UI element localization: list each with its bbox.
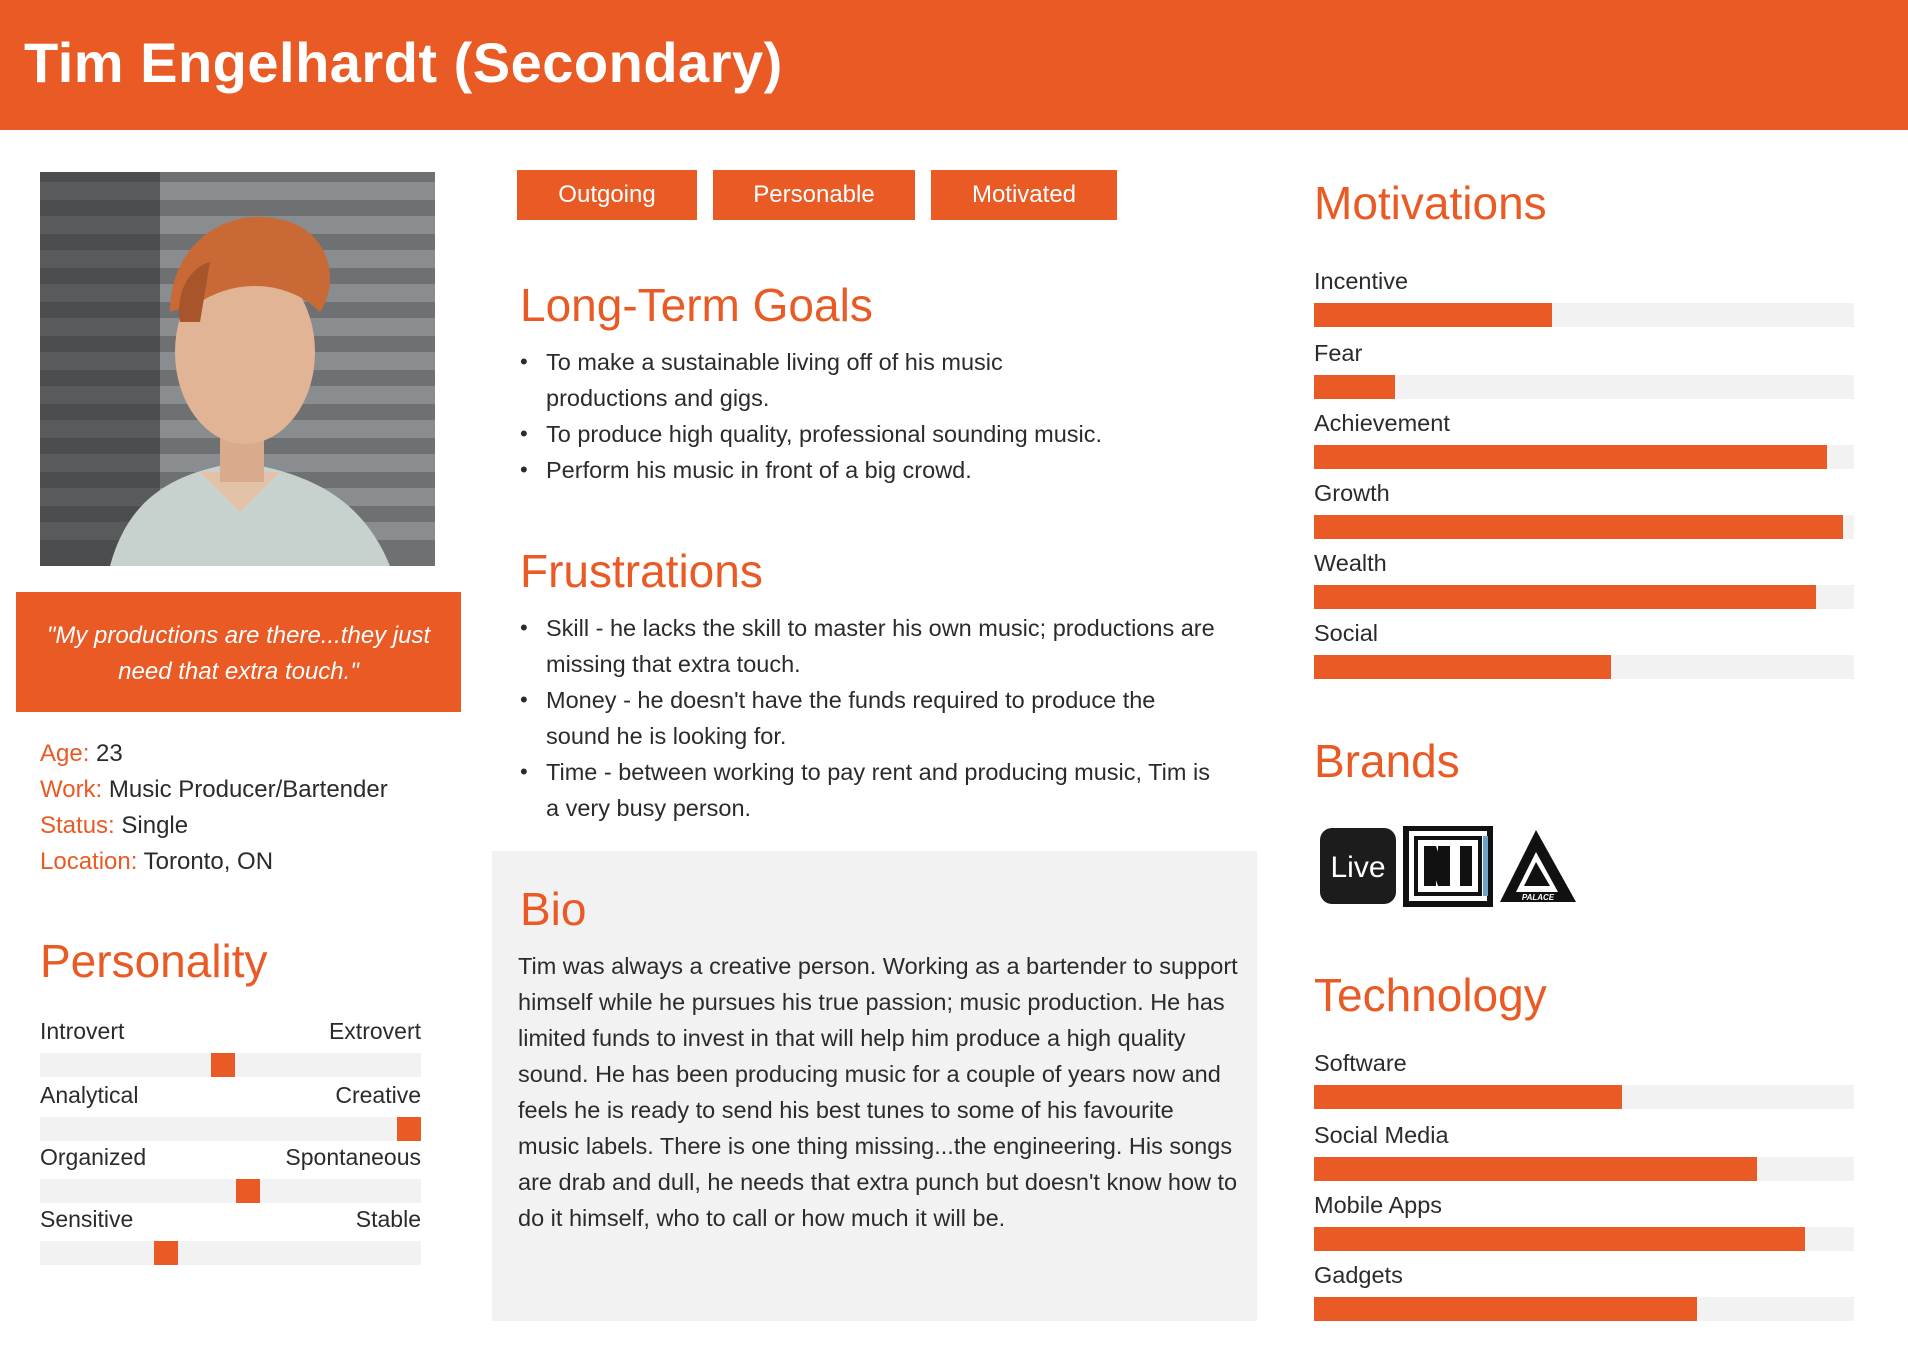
- trait-track: [40, 1053, 421, 1077]
- meter-fill: [1314, 515, 1843, 539]
- live-logo: [1320, 828, 1396, 904]
- meter-track: [1314, 585, 1854, 609]
- persona-photo: [40, 172, 435, 566]
- trait-marker: [236, 1179, 260, 1203]
- meter-fill: [1314, 445, 1827, 469]
- bio-heading: Bio: [520, 883, 587, 935]
- motivations-heading: Motivations: [1314, 177, 1547, 229]
- persona-facts: [40, 736, 388, 880]
- personality-heading: Personality: [40, 935, 268, 987]
- brands-heading: Brands: [1314, 735, 1460, 787]
- list-item: • Perform his music in front of a big crowd.: [522, 452, 1082, 488]
- meter-fill: [1314, 1227, 1805, 1251]
- list-item: • Time - between working to pay rent and producing music, Tim is a very busy person.: [522, 754, 1222, 826]
- meter-fill: [1314, 375, 1395, 399]
- frustrations-list: [522, 610, 1222, 826]
- trait-marker: [397, 1117, 421, 1141]
- goals-list: [522, 344, 1103, 488]
- meter-track: [1314, 1227, 1854, 1251]
- technology-heading: Technology: [1314, 969, 1547, 1021]
- persona-portrait-image: [40, 172, 435, 566]
- trait-track: [40, 1117, 421, 1141]
- tag-personable: Personable: [713, 170, 915, 220]
- meter-track: [1314, 655, 1854, 679]
- trait-track: [40, 1179, 421, 1203]
- meter-fill: [1314, 655, 1611, 679]
- goals-heading: Long-Term Goals: [520, 279, 873, 331]
- header-bar: [0, 0, 1908, 130]
- trait-track: [40, 1241, 421, 1265]
- brand-logos: [1320, 826, 1580, 908]
- fact-status: Status: Single: [40, 812, 189, 839]
- list-item: • To produce high quality, professional sounding music.: [522, 416, 1082, 452]
- list-item: • To make a sustainable living off of his music productions and gigs.: [522, 344, 1082, 416]
- svg-text:PALACE: PALACE: [1521, 893, 1555, 902]
- palace-logo: [1500, 830, 1576, 902]
- meter-fill: [1314, 585, 1816, 609]
- list-item: • Money - he doesn't have the funds required to produce the sound he is looking for.: [522, 682, 1222, 754]
- meter-fill: [1314, 1297, 1697, 1321]
- persona-quote: "My productions are there...they just need that extra touch.": [16, 592, 461, 712]
- fact-work: Work: Music Producer/Bartender: [40, 776, 388, 803]
- meter-track: [1314, 1085, 1854, 1109]
- bio-text: Tim was always a creative person. Working as a bartender to support himself while he pursues his true passion; music production. He has limited funds to invest in that will help him produce a high quality sound. He has been producing music for a couple of years now and feels he is ready to send his best tunes to some of his favourite music labels. There is one thing missing...the engineering. His songs are drab and dull, he needs that extra punch but doesn't know how to do it himself, who to call or how much it will be.: [518, 953, 1238, 1231]
- tag-outgoing: Outgoing: [517, 170, 697, 220]
- tag-motivated: Motivated: [931, 170, 1117, 220]
- page-title: Tim Engelhardt (Secondary): [24, 31, 783, 94]
- meter-track: [1314, 375, 1854, 399]
- svg-text:Live: Live: [1330, 851, 1386, 884]
- meter-track: [1314, 515, 1854, 539]
- frustrations-heading: Frustrations: [520, 545, 763, 597]
- list-item: • Skill - he lacks the skill to master his own music; productions are missing that extra touch.: [522, 610, 1222, 682]
- meter-fill: [1314, 303, 1552, 327]
- meter-fill: [1314, 1157, 1757, 1181]
- meter-track: [1314, 1157, 1854, 1181]
- brand-logos-graphic: [1320, 826, 1580, 908]
- trait-marker: [211, 1053, 235, 1077]
- fact-location: Location: Toronto, ON: [40, 848, 274, 875]
- meter-track: [1314, 445, 1854, 469]
- trait-marker: [154, 1241, 178, 1265]
- meter-track: [1314, 303, 1854, 327]
- meter-track: [1314, 1297, 1854, 1321]
- meter-fill: [1314, 1085, 1622, 1109]
- ni-logo: [1406, 828, 1490, 904]
- fact-age: Age: 23: [40, 740, 123, 767]
